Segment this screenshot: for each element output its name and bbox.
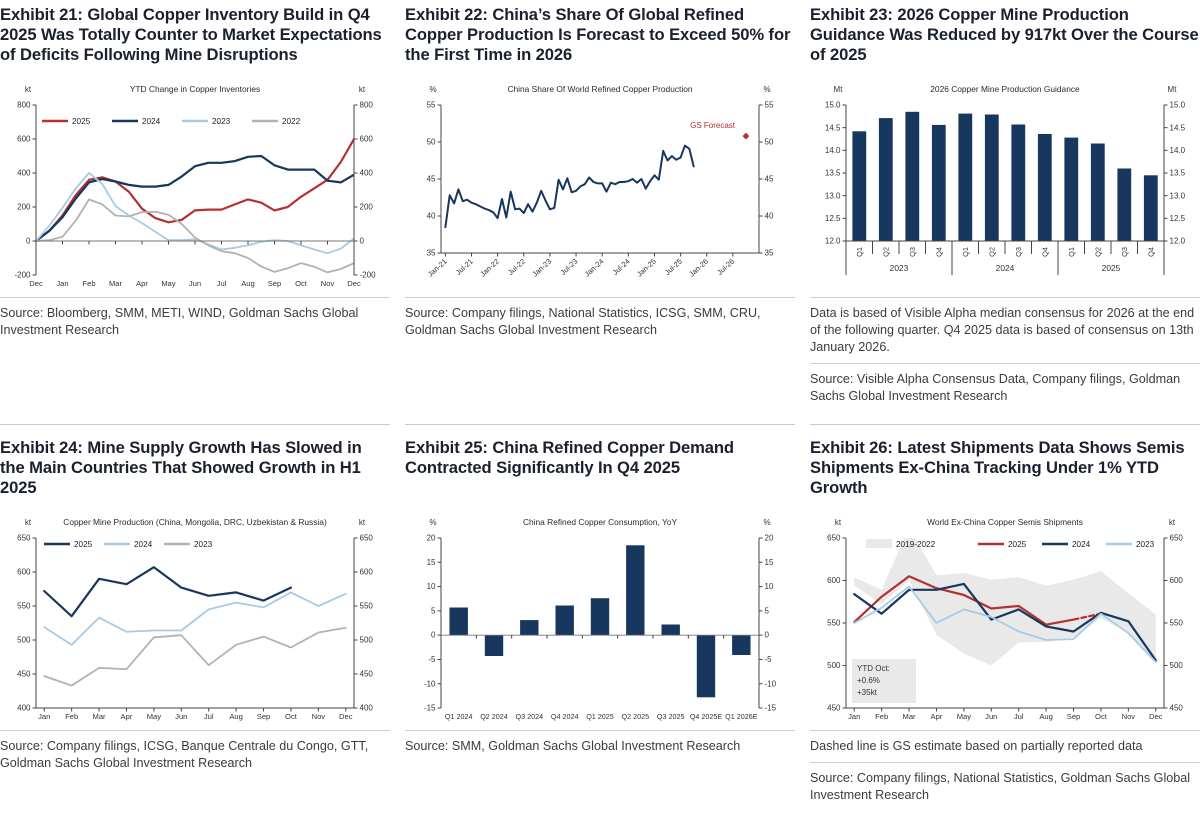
exhibit-24-footer xyxy=(0,730,390,772)
chart-china-share-refined-copper xyxy=(405,81,795,293)
svg-text:Q4: Q4 xyxy=(934,247,944,257)
svg-text:0: 0 xyxy=(431,630,436,640)
svg-text:kt: kt xyxy=(834,518,842,527)
svg-text:400: 400 xyxy=(17,703,31,713)
svg-text:Mar: Mar xyxy=(902,712,916,721)
svg-text:45: 45 xyxy=(764,174,774,184)
svg-text:2025: 2025 xyxy=(72,116,91,126)
chart-2026-mine-production-guidance xyxy=(810,81,1200,293)
svg-text:kt: kt xyxy=(358,518,366,527)
chart-ytd-change-copper-inventories xyxy=(0,81,390,293)
svg-text:Apr: Apr xyxy=(930,712,943,721)
svg-text:YTD Oct:: YTD Oct: xyxy=(857,664,890,673)
svg-text:13.0: 13.0 xyxy=(824,191,841,201)
svg-text:Apr: Apr xyxy=(120,712,133,721)
exhibit-25-title: Exhibit 25: China Refined Copper Demand Contracted Significantly In Q4 2025 xyxy=(405,438,734,477)
svg-text:Q3: Q3 xyxy=(1119,247,1129,257)
svg-text:Jul: Jul xyxy=(1013,712,1024,721)
svg-text:200: 200 xyxy=(359,202,373,212)
svg-text:800: 800 xyxy=(17,100,31,110)
svg-text:Q1: Q1 xyxy=(960,247,970,257)
exhibit-23-source: Source: Visible Alpha Consensus Data, Company filings, Goldman Sachs Global Investment Research xyxy=(810,371,1181,403)
exhibit-23-footer xyxy=(810,297,1200,404)
exhibit-21-source: Source: Bloomberg, SMM, METI, WIND, Goldman Sachs Global Investment Research xyxy=(0,306,359,337)
svg-text:Jan-24: Jan-24 xyxy=(582,256,606,279)
svg-text:Q4: Q4 xyxy=(1040,247,1050,257)
exhibit-26-footer xyxy=(810,730,1200,804)
svg-text:Oct: Oct xyxy=(1095,712,1107,721)
svg-text:Q3: Q3 xyxy=(1013,247,1023,257)
svg-text:Jul-25: Jul-25 xyxy=(662,256,684,277)
svg-text:400: 400 xyxy=(17,168,31,178)
svg-text:14.0: 14.0 xyxy=(824,145,841,155)
svg-text:450: 450 xyxy=(1169,703,1183,713)
svg-text:0: 0 xyxy=(26,236,31,246)
svg-text:550: 550 xyxy=(359,601,373,611)
svg-text:600: 600 xyxy=(359,134,373,144)
svg-text:500: 500 xyxy=(359,635,373,645)
panel-exhibit-23 xyxy=(810,0,1200,425)
svg-text:5: 5 xyxy=(764,606,769,616)
svg-text:Oct: Oct xyxy=(285,712,297,721)
svg-text:China Refined Copper Consumpti: China Refined Copper Consumption, YoY xyxy=(522,517,678,527)
panel-exhibit-21 xyxy=(0,0,390,425)
svg-text:Jul-23: Jul-23 xyxy=(558,256,580,277)
svg-text:0: 0 xyxy=(764,630,769,640)
svg-text:Jul-21: Jul-21 xyxy=(453,256,475,277)
svg-text:Jul: Jul xyxy=(203,712,214,721)
exhibit-22-footer xyxy=(405,297,795,339)
chart-ex-china-semis-shipments xyxy=(810,514,1200,726)
svg-text:600: 600 xyxy=(1169,576,1183,586)
svg-text:Q1: Q1 xyxy=(854,247,864,257)
svg-text:Jun: Jun xyxy=(175,712,188,721)
svg-text:50: 50 xyxy=(426,137,436,147)
svg-text:550: 550 xyxy=(827,618,841,628)
svg-text:Copper Mine Production (China,: Copper Mine Production (China, Mongolia, DRC, Uzbekistan & Russia) xyxy=(63,517,327,527)
exhibit-23-title: Exhibit 23: 2026 Copper Mine Production Guidance Was Reduced by 917kt Over the Course of 2025 xyxy=(810,5,1199,64)
svg-text:Q2: Q2 xyxy=(987,247,997,257)
panel-exhibit-26 xyxy=(810,433,1200,817)
svg-text:Q4 2024: Q4 2024 xyxy=(550,712,579,721)
svg-text:Jan-22: Jan-22 xyxy=(478,256,501,279)
svg-text:YTD Change in Copper Inventori: YTD Change in Copper Inventories xyxy=(129,84,261,94)
svg-text:35: 35 xyxy=(426,248,436,258)
svg-text:Dec: Dec xyxy=(29,279,43,288)
svg-text:%: % xyxy=(763,85,771,94)
svg-text:%: % xyxy=(429,85,437,94)
svg-text:650: 650 xyxy=(359,533,373,543)
svg-text:15: 15 xyxy=(426,557,436,567)
svg-text:Mt: Mt xyxy=(1167,85,1177,94)
exhibit-25-footer xyxy=(405,730,795,755)
svg-text:Apr: Apr xyxy=(136,279,148,288)
svg-text:5: 5 xyxy=(431,606,436,616)
svg-text:Q4: Q4 xyxy=(1146,247,1156,257)
svg-text:Aug: Aug xyxy=(229,712,243,721)
svg-text:650: 650 xyxy=(827,533,841,543)
svg-text:450: 450 xyxy=(17,669,31,679)
svg-text:Feb: Feb xyxy=(875,712,889,721)
svg-text:55: 55 xyxy=(426,100,436,110)
svg-text:12.0: 12.0 xyxy=(824,236,841,246)
svg-text:Aug: Aug xyxy=(1039,712,1053,721)
svg-text:Dec: Dec xyxy=(339,712,353,721)
svg-text:15.0: 15.0 xyxy=(1169,100,1186,110)
svg-text:500: 500 xyxy=(17,635,31,645)
svg-text:14.0: 14.0 xyxy=(1169,145,1186,155)
svg-text:45: 45 xyxy=(426,174,436,184)
svg-text:-200: -200 xyxy=(14,270,31,280)
svg-text:May: May xyxy=(146,712,162,721)
svg-text:+35kt: +35kt xyxy=(857,688,877,697)
svg-text:kt: kt xyxy=(24,518,32,527)
svg-text:-15: -15 xyxy=(764,703,777,713)
svg-text:Jul-26: Jul-26 xyxy=(715,256,737,277)
svg-text:May: May xyxy=(161,279,176,288)
svg-text:40: 40 xyxy=(426,211,436,221)
exhibit-24-source: Source: Company filings, ICSG, Banque Centrale du Congo, GTT, Goldman Sachs Global Investment Research xyxy=(0,739,369,770)
svg-text:500: 500 xyxy=(827,661,841,671)
svg-text:Sep: Sep xyxy=(256,712,271,721)
exhibit-21-footer xyxy=(0,297,390,339)
svg-text:2022: 2022 xyxy=(282,116,301,126)
svg-text:600: 600 xyxy=(827,576,841,586)
svg-text:800: 800 xyxy=(359,100,373,110)
svg-text:35: 35 xyxy=(764,248,774,258)
svg-text:Jan: Jan xyxy=(56,279,69,288)
svg-text:2023: 2023 xyxy=(194,539,213,549)
svg-text:600: 600 xyxy=(17,567,31,577)
svg-text:200: 200 xyxy=(17,202,31,212)
svg-text:%: % xyxy=(763,518,771,527)
svg-text:55: 55 xyxy=(764,100,774,110)
svg-text:Aug: Aug xyxy=(241,279,255,288)
svg-text:-10: -10 xyxy=(764,679,777,689)
svg-text:Jan-25: Jan-25 xyxy=(634,256,658,279)
svg-text:Jun: Jun xyxy=(188,279,202,288)
exhibit-26-note: Dashed line is GS estimate based on partially reported data xyxy=(810,738,1200,763)
svg-text:14.5: 14.5 xyxy=(824,123,841,133)
svg-text:50: 50 xyxy=(764,137,774,147)
svg-text:kt: kt xyxy=(24,85,32,94)
svg-text:Dec: Dec xyxy=(347,279,361,288)
svg-text:400: 400 xyxy=(359,703,373,713)
svg-text:Sep: Sep xyxy=(267,279,282,288)
svg-text:12.5: 12.5 xyxy=(824,213,841,223)
svg-text:-5: -5 xyxy=(764,655,772,665)
svg-text:Q3: Q3 xyxy=(907,247,917,257)
svg-text:%: % xyxy=(429,518,437,527)
svg-text:Sep: Sep xyxy=(1066,712,1081,721)
svg-text:Q1 2025: Q1 2025 xyxy=(586,712,614,721)
svg-text:15: 15 xyxy=(764,557,774,567)
svg-text:20: 20 xyxy=(426,533,436,543)
svg-text:450: 450 xyxy=(359,669,373,679)
svg-text:13.0: 13.0 xyxy=(1169,191,1186,201)
svg-text:450: 450 xyxy=(827,703,841,713)
svg-text:Nov: Nov xyxy=(320,279,335,288)
svg-text:500: 500 xyxy=(1169,661,1183,671)
svg-text:May: May xyxy=(956,712,972,721)
svg-text:Jan-26: Jan-26 xyxy=(687,256,711,279)
panel-exhibit-22 xyxy=(405,0,795,425)
svg-text:Q2: Q2 xyxy=(881,247,891,257)
svg-text:China Share Of World Refined C: China Share Of World Refined Copper Production xyxy=(507,84,693,94)
svg-text:2019-2022: 2019-2022 xyxy=(896,539,936,549)
svg-text:550: 550 xyxy=(1169,618,1183,628)
exhibit-26-source: Source: Company filings, National Statistics, Goldman Sachs Global Investment Research xyxy=(810,770,1191,802)
svg-text:Mar: Mar xyxy=(108,279,123,288)
svg-text:GS Forecast: GS Forecast xyxy=(690,120,736,130)
svg-text:+0.6%: +0.6% xyxy=(857,676,880,685)
svg-text:Q2 2024: Q2 2024 xyxy=(480,712,508,721)
svg-text:10: 10 xyxy=(764,582,774,592)
svg-text:40: 40 xyxy=(764,211,774,221)
panel-exhibit-25 xyxy=(405,433,795,817)
svg-text:650: 650 xyxy=(17,533,31,543)
exhibit-22-title: Exhibit 22: China’s Share Of Global Refined Copper Production Is Forecast to Exceed 50% for the First Time in 2026 xyxy=(405,5,791,64)
svg-text:12.5: 12.5 xyxy=(1169,213,1186,223)
svg-text:13.5: 13.5 xyxy=(824,168,841,178)
svg-text:2025: 2025 xyxy=(1008,539,1027,549)
svg-text:2025: 2025 xyxy=(1101,263,1121,273)
svg-text:10: 10 xyxy=(426,582,436,592)
svg-text:Feb: Feb xyxy=(65,712,79,721)
svg-text:kt: kt xyxy=(358,85,366,94)
panel-exhibit-24 xyxy=(0,433,390,817)
svg-text:14.5: 14.5 xyxy=(1169,123,1186,133)
svg-text:Q2 2025: Q2 2025 xyxy=(621,712,650,721)
svg-text:-10: -10 xyxy=(423,679,436,689)
svg-text:Jul: Jul xyxy=(216,279,227,288)
svg-text:2023: 2023 xyxy=(212,116,231,126)
svg-text:650: 650 xyxy=(1169,533,1183,543)
svg-text:Q3 2024: Q3 2024 xyxy=(515,712,544,721)
svg-text:2023: 2023 xyxy=(889,263,909,273)
svg-text:Jul-24: Jul-24 xyxy=(610,256,632,277)
svg-text:Mar: Mar xyxy=(92,712,106,721)
svg-text:-5: -5 xyxy=(428,655,436,665)
svg-text:Feb: Feb xyxy=(82,279,96,288)
exhibit-22-source: Source: Company filings, National Statistics, ICSG, SMM, CRU, Goldman Sachs Global Investment Research xyxy=(405,306,761,337)
svg-text:Jan-23: Jan-23 xyxy=(530,256,554,279)
svg-text:kt: kt xyxy=(1168,518,1176,527)
exhibit-26-title: Exhibit 26: Latest Shipments Data Shows Semis Shipments Ex-China Tracking Under 1% YTD Growth xyxy=(810,438,1185,497)
svg-text:2023: 2023 xyxy=(1136,539,1155,549)
svg-text:Jul-22: Jul-22 xyxy=(506,256,528,277)
svg-text:Q1: Q1 xyxy=(1066,247,1076,257)
svg-text:0: 0 xyxy=(359,236,364,246)
svg-text:600: 600 xyxy=(17,134,31,144)
svg-text:Q4 2025E: Q4 2025E xyxy=(689,712,723,721)
svg-text:600: 600 xyxy=(359,567,373,577)
svg-text:2024: 2024 xyxy=(995,263,1015,273)
svg-text:2026 Copper Mine Production Gu: 2026 Copper Mine Production Guidance xyxy=(930,84,1080,94)
svg-text:Dec: Dec xyxy=(1149,712,1163,721)
svg-text:Jun: Jun xyxy=(985,712,998,721)
svg-text:World Ex-China Copper Semis Sh: World Ex-China Copper Semis Shipments xyxy=(927,517,1083,527)
svg-text:2024: 2024 xyxy=(142,116,161,126)
svg-text:-200: -200 xyxy=(359,270,376,280)
exhibit-24-title: Exhibit 24: Mine Supply Growth Has Slowed in the Main Countries That Showed Growth in H1 2025 xyxy=(0,438,362,497)
chart-copper-mine-production-countries xyxy=(0,514,390,726)
svg-text:2024: 2024 xyxy=(1072,539,1091,549)
svg-text:Q2: Q2 xyxy=(1093,247,1103,257)
exhibit-21-title: Exhibit 21: Global Copper Inventory Build in Q4 2025 Was Totally Counter to Market Expectations of Deficits Following Mine Disruptions xyxy=(0,5,382,64)
svg-text:2024: 2024 xyxy=(134,539,153,549)
svg-text:12.0: 12.0 xyxy=(1169,236,1186,246)
exhibit-25-source: Source: SMM, Goldman Sachs Global Investment Research xyxy=(405,739,741,753)
svg-text:20: 20 xyxy=(764,533,774,543)
svg-text:550: 550 xyxy=(17,601,31,611)
svg-text:Jan: Jan xyxy=(848,712,861,721)
exhibit-23-note: Data is based of Visible Alpha median consensus for 2026 at the end of the following quarter. Q4 2025 data is based of consensus on 13th January 2026. xyxy=(810,305,1200,364)
svg-text:15.0: 15.0 xyxy=(824,100,841,110)
svg-text:Mt: Mt xyxy=(833,85,843,94)
svg-text:13.5: 13.5 xyxy=(1169,168,1186,178)
svg-text:Jan: Jan xyxy=(38,712,51,721)
svg-text:400: 400 xyxy=(359,168,373,178)
chart-china-refined-copper-consumption xyxy=(405,514,795,726)
svg-text:Nov: Nov xyxy=(1121,712,1136,721)
svg-text:Q3 2025: Q3 2025 xyxy=(656,712,685,721)
svg-text:Q1 2024: Q1 2024 xyxy=(444,712,473,721)
svg-text:2025: 2025 xyxy=(74,539,93,549)
svg-text:Q1 2026E: Q1 2026E xyxy=(725,712,758,721)
svg-text:-15: -15 xyxy=(423,703,436,713)
svg-text:Oct: Oct xyxy=(295,279,307,288)
svg-text:Nov: Nov xyxy=(311,712,326,721)
svg-text:Jan-21: Jan-21 xyxy=(425,256,449,279)
